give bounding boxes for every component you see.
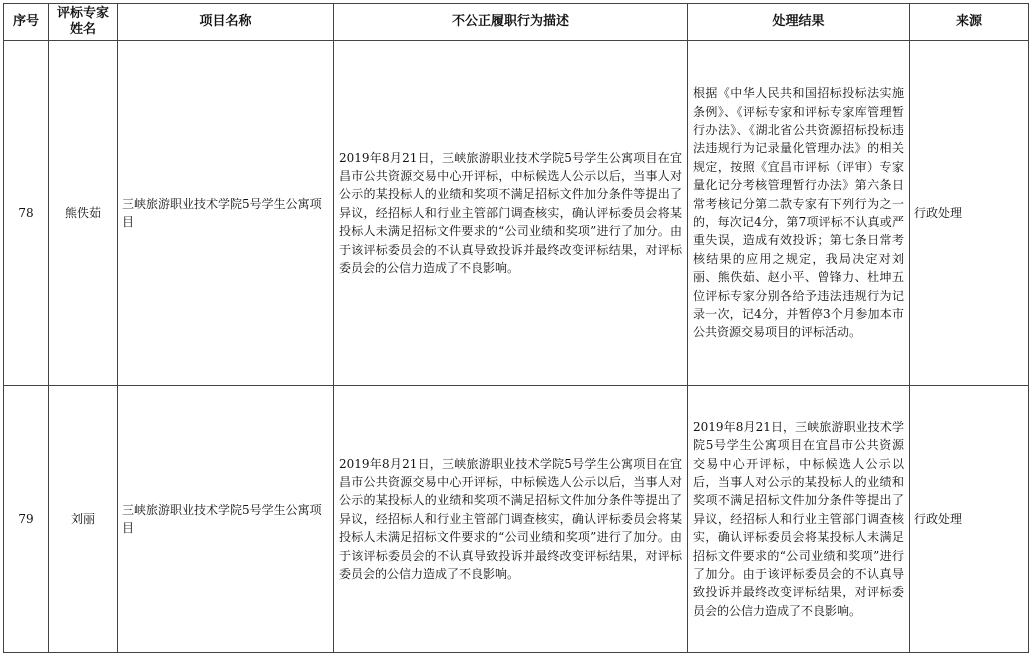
table-row xyxy=(4,41,1029,386)
header-expert-name: 评标专家姓名 xyxy=(49,4,118,41)
header-seq: 序号 xyxy=(4,4,49,41)
header-behavior-description: 不公正履职行为描述 xyxy=(334,4,688,41)
cell-seq: 78 xyxy=(4,41,49,386)
header-handling-result: 处理结果 xyxy=(688,4,910,41)
cell-expert-name: 熊佚茹 xyxy=(49,41,118,386)
cell-seq: 79 xyxy=(4,386,49,653)
cell-project-name: 三峡旅游职业技术学院5号学生公寓项目 xyxy=(118,386,334,653)
violation-records-table xyxy=(3,3,1029,653)
cell-source: 行政处理 xyxy=(910,41,1029,386)
cell-handling-result: 根据《中华人民共和国招标投标法实施条例》、《评标专家和评标专家库管理暂行办法》、《湖北省公共资源招标投标违法违规行为记录量化管理办法》的相关规定，按照《宜昌市评标（评审）专家量化记分考核管理暂行办法》第六条日常考核记分第二款专家有下列行为之一的，每次记4分，第7项评标不认真或严重失误，造成有效投诉；第七条日常考核结果的应用之规定，我局决定对刘丽、熊佚茹、赵小平、曾锋力、杜坤五位评标专家分别各给予违法违规行为记录一次，记4分，并暂停3个月参加本市公共资源交易项目的评标活动。 xyxy=(688,41,910,386)
cell-behavior-description: 2019年8月21日，三峡旅游职业技术学院5号学生公寓项目在宜昌市公共资源交易中心开评标，中标候选人公示以后，当事人对公示的某投标人的业绩和奖项不满足招标文件加分条件等提出了异议，经招标人和行业主管部门调查核实，确认评标委员会将某投标人未满足招标文件要求的“公司业绩和奖项”进行了加分。由于该评标委员会的不认真导致投诉并最终改变评标结果，对评标委员会的公信力造成了不良影响。 xyxy=(334,386,688,653)
cell-expert-name: 刘丽 xyxy=(49,386,118,653)
cell-project-name: 三峡旅游职业技术学院5号学生公寓项目 xyxy=(118,41,334,386)
header-source: 来源 xyxy=(910,4,1029,41)
cell-source: 行政处理 xyxy=(910,386,1029,653)
cell-behavior-description: 2019年8月21日，三峡旅游职业技术学院5号学生公寓项目在宜昌市公共资源交易中心开评标，中标候选人公示以后，当事人对公示的某投标人的业绩和奖项不满足招标文件加分条件等提出了异议，经招标人和行业主管部门调查核实，确认评标委员会将某投标人未满足招标文件要求的“公司业绩和奖项”进行了加分。由于该评标委员会的不认真导致投诉并最终改变评标结果，对评标委员会的公信力造成了不良影响。 xyxy=(334,41,688,386)
header-row xyxy=(4,4,1029,41)
table-row xyxy=(4,386,1029,653)
header-project-name: 项目名称 xyxy=(118,4,334,41)
cell-handling-result: 2019年8月21日，三峡旅游职业技术学院5号学生公寓项目在宜昌市公共资源交易中心开评标，中标候选人公示以后，当事人对公示的某投标人的业绩和奖项不满足招标文件加分条件等提出了异议，经招标人和行业主管部门调查核实，确认评标委员会将某投标人未满足招标文件要求的“公司业绩和奖项”进行了加分。由于该评标委员会的不认真导致投诉并最终改变评标结果，对评标委员会的公信力造成了不良影响。 xyxy=(688,386,910,653)
